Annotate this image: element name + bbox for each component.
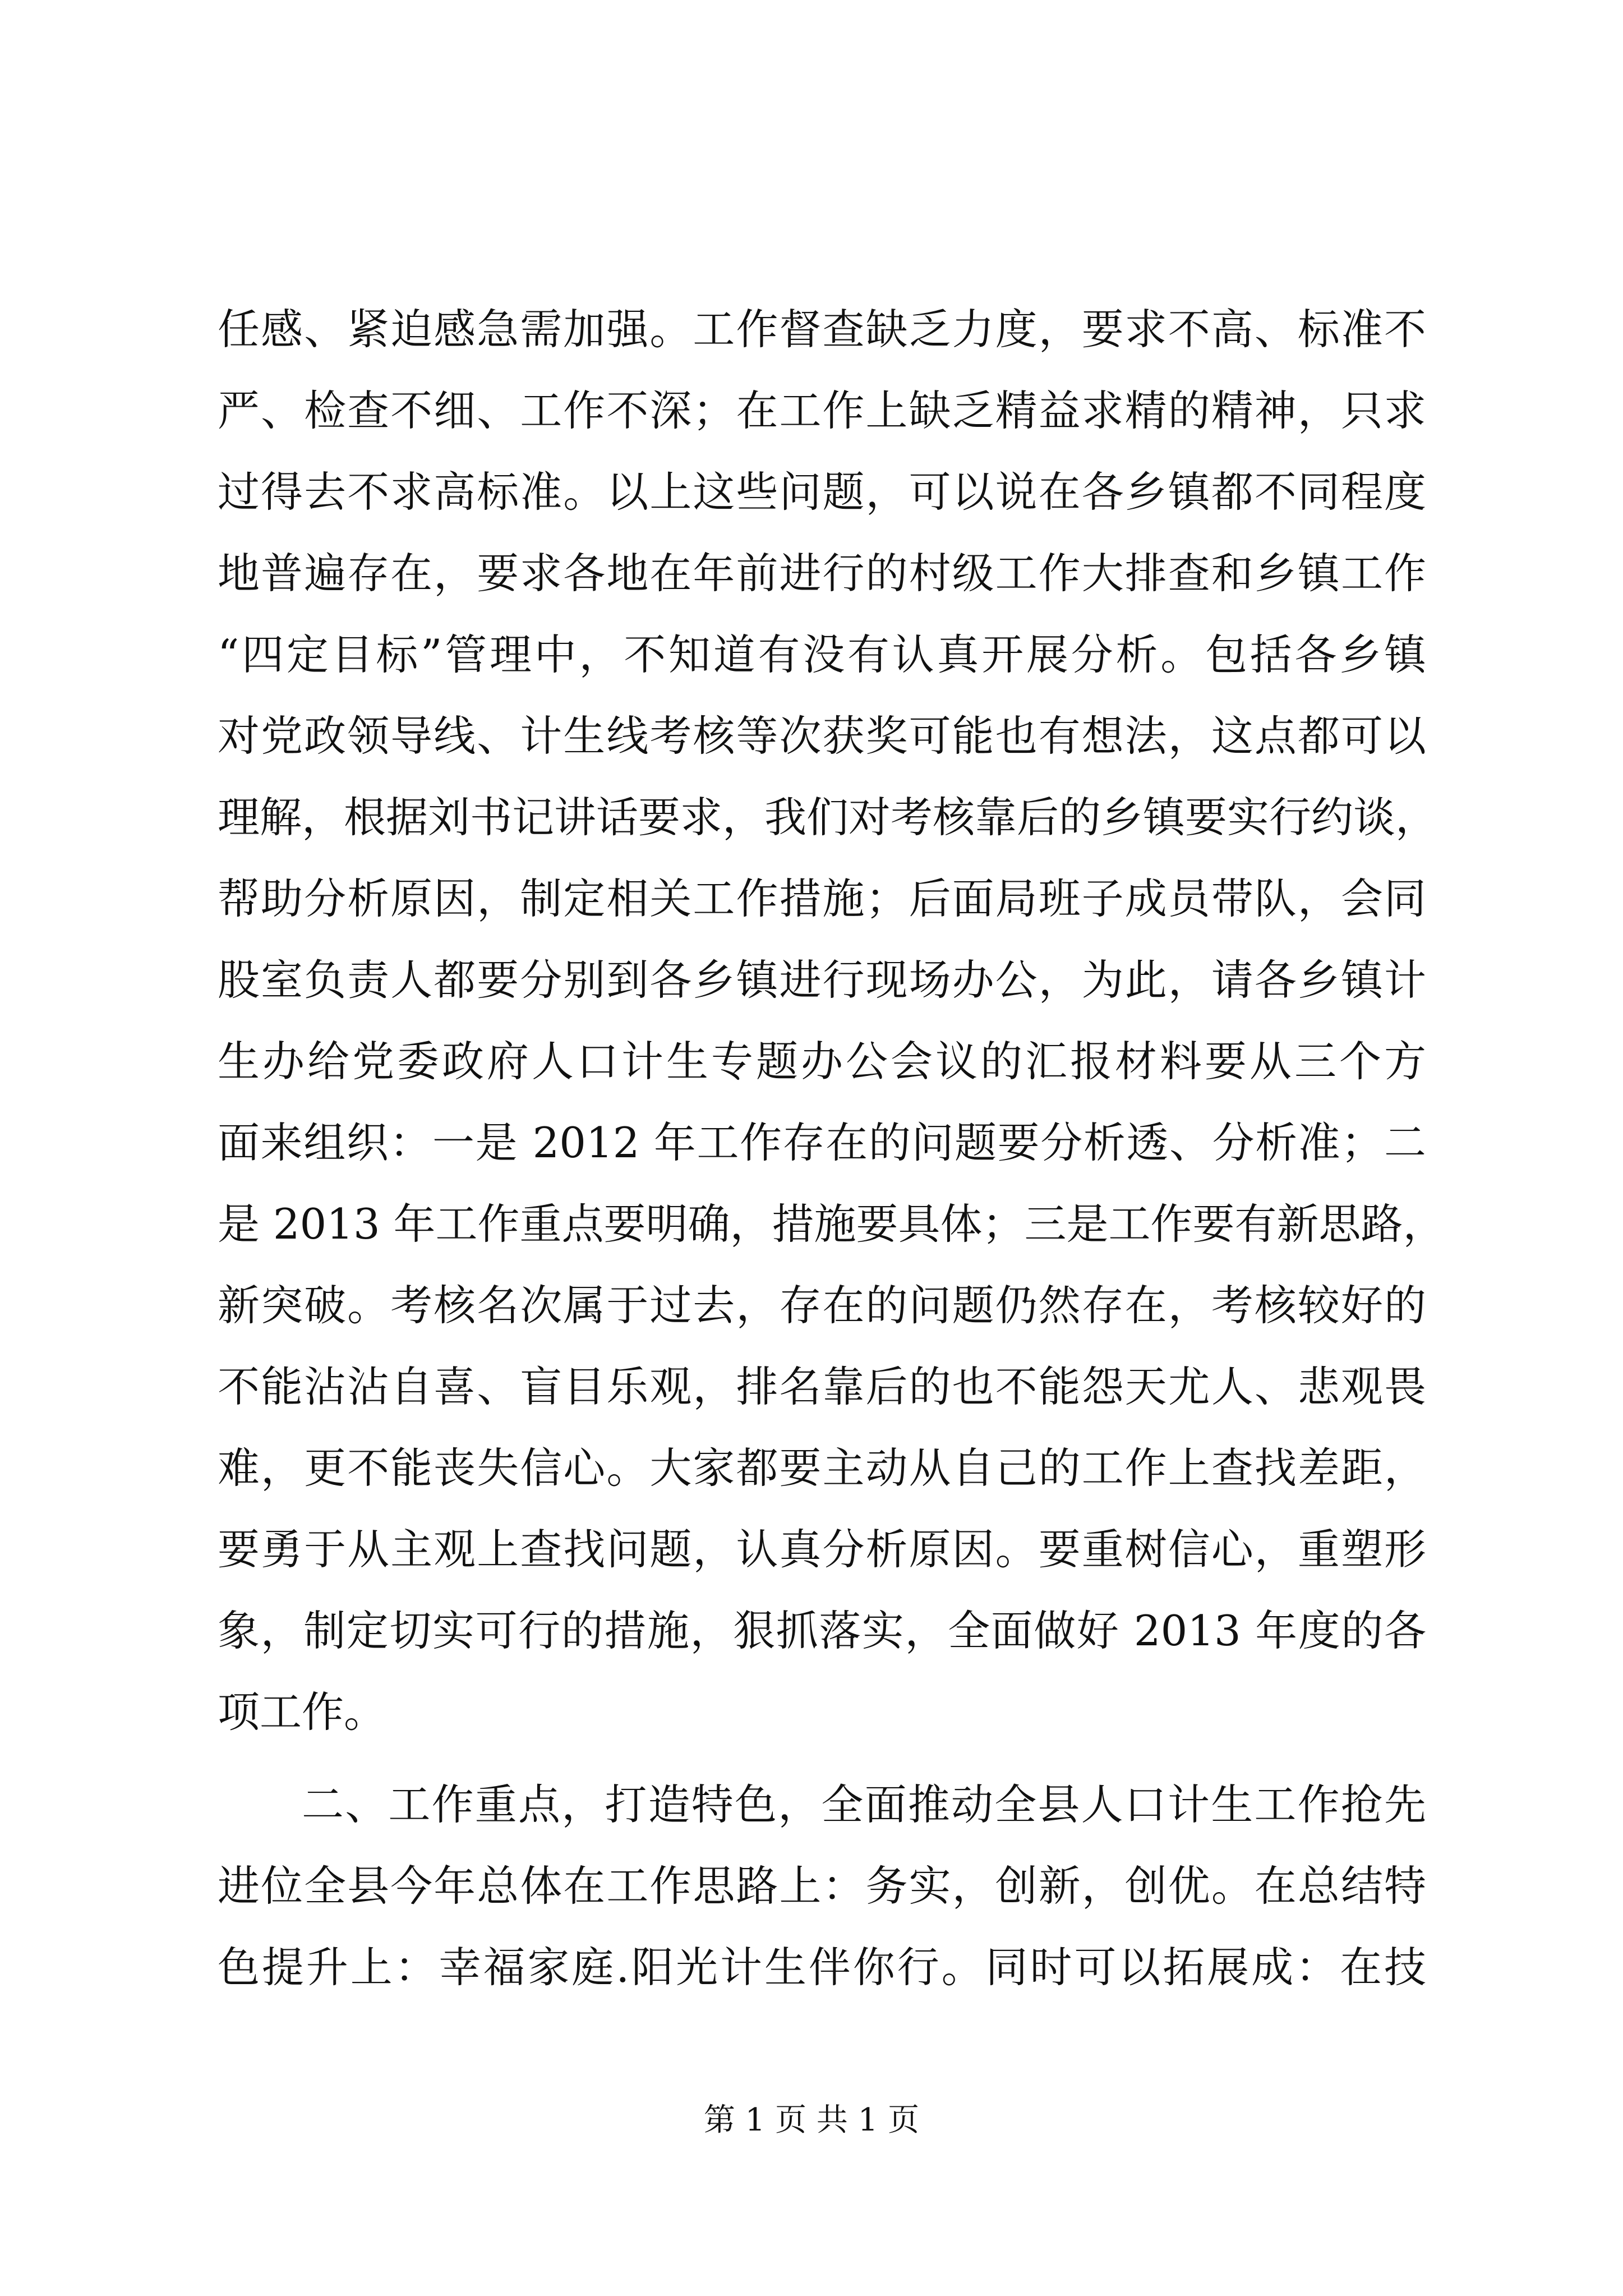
text-line: 任感、紧迫感急需加强。工作督查缺乏力度，要求不高、标准不 bbox=[218, 305, 1426, 354]
text-line: 要勇于从主观上查找问题，认真分析原因。要重树信心，重塑形 bbox=[218, 1525, 1426, 1574]
paragraph-spacer bbox=[218, 1753, 1426, 1764]
text-line: 进位全县今年总体在工作思路上：务实，创新，创优。在总结特 bbox=[218, 1861, 1426, 1911]
text-line: 项工作。 bbox=[218, 1687, 386, 1737]
text-line: 色提升上：幸福家庭.阳光计生伴你行。同时可以拓展成：在技 bbox=[218, 1943, 1426, 1992]
page-number: 第 1 页 共 1 页 bbox=[703, 2102, 920, 2138]
text-line: 生办给党委政府人口计生专题办公会议的汇报材料要从三个方 bbox=[218, 1037, 1426, 1086]
text-line: 理解，根据刘书记讲话要求，我们对考核靠后的乡镇要实行约谈， bbox=[218, 793, 1438, 842]
text-line: 帮助分析原因，制定相关工作措施；后面局班子成员带队，会同 bbox=[218, 874, 1426, 923]
text-line: 新突破。考核名次属于过去，存在的问题仍然存在，考核较好的 bbox=[218, 1281, 1426, 1330]
text-line: 过得去不求高标准。以上这些问题，可以说在各乡镇都不同程度 bbox=[218, 467, 1426, 517]
text-line: 象，制定切实可行的措施，狠抓落实，全面做好 2013 年度的各 bbox=[218, 1606, 1426, 1655]
text-line: 对党政领导线、计生线考核等次获奖可能也有想法，这点都可以 bbox=[218, 711, 1426, 761]
text-line: 面来组织：一是 2012 年工作存在的问题要分析透、分析准；二 bbox=[218, 1118, 1426, 1167]
paragraph-2 bbox=[218, 1764, 1426, 2008]
text-line: “四定目标”管理中，不知道有没有认真开展分析。包括各乡镇 bbox=[218, 630, 1426, 679]
section-heading-line: 二、工作重点，打造特色，全面推动全县人口计生工作抢先 bbox=[302, 1780, 1426, 1829]
text-line: 地普遍存在，要求各地在年前进行的村级工作大排查和乡镇工作 bbox=[218, 549, 1426, 598]
paragraph-1 bbox=[218, 289, 1445, 1753]
text-line: 是 2013 年工作重点要明确，措施要具体；三是工作要有新思路， bbox=[218, 1199, 1445, 1249]
document-body bbox=[218, 289, 1445, 2008]
text-line: 难，更不能丧失信心。大家都要主动从自己的工作上查找差距， bbox=[218, 1443, 1426, 1493]
text-line: 不能沾沾自喜、盲目乐观，排名靠后的也不能怨天尤人、悲观畏 bbox=[218, 1362, 1426, 1411]
text-line: 严、检查不细、工作不深；在工作上缺乏精益求精的精神，只求 bbox=[218, 386, 1426, 435]
page-footer bbox=[0, 2101, 1623, 2140]
text-line: 股室负责人都要分别到各乡镇进行现场办公，为此，请各乡镇计 bbox=[218, 955, 1426, 1005]
